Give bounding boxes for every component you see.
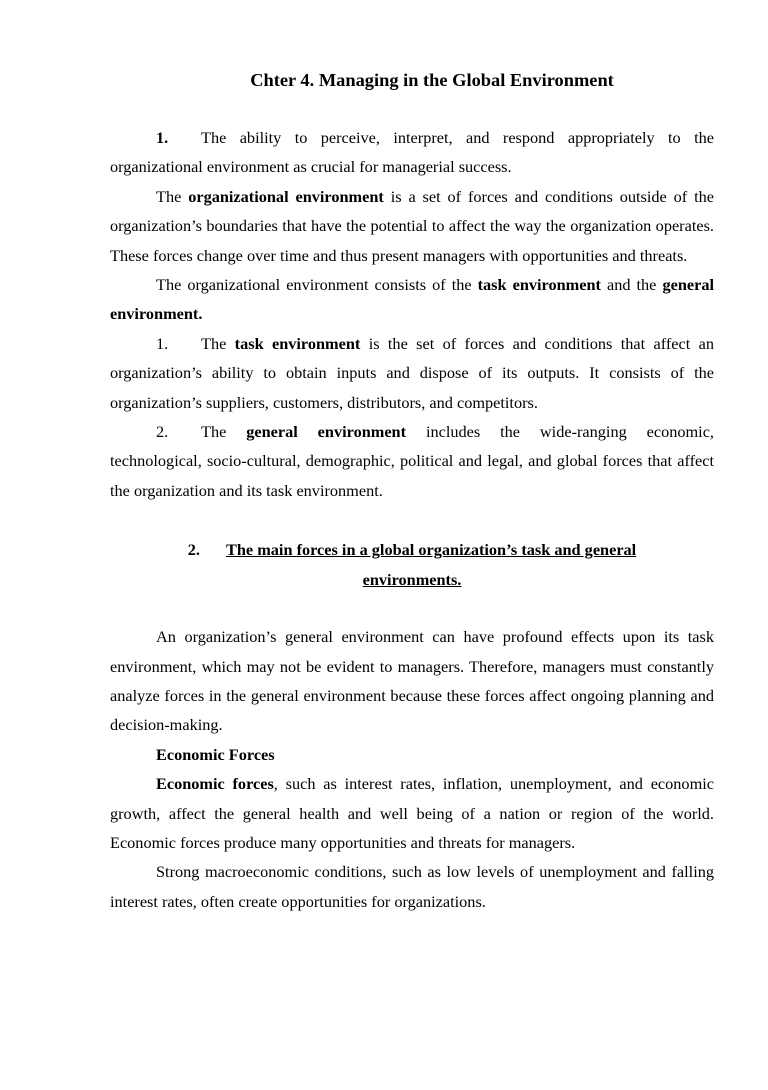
- section-1-intro-text: The ability to perceive, interpret, and respond appropriately to the organizational environment as crucial for managerial success.: [110, 128, 714, 177]
- page-title: Chter 4. Managing in the Global Environment: [250, 70, 614, 90]
- subheading-text: Economic Forces: [156, 744, 275, 764]
- macroeconomic-paragraph: Strong macroeconomic conditions, such as low levels of unemployment and falling interest rates, often create opportunities for organizations.: [110, 862, 714, 911]
- term-general-environment: general environment: [246, 422, 407, 442]
- section-2-heading-line1: [110, 535, 714, 564]
- term-general-environment: general environment.: [110, 275, 714, 324]
- text-run: is a set of forces and conditions outside of the organization’s boundaries that have the potential to affect the way the organization operates. These forces change over time and thus present managers with opportunities and threats.: [110, 186, 714, 265]
- text-run: , such as interest rates, inflation, unemployment, and economic growth, affect the general health and well being of a nation or region of the world. Economic forces produce many opportunities and threats for managers.: [110, 774, 714, 852]
- text-run: The: [156, 186, 189, 206]
- section-1-intro: [110, 123, 714, 182]
- section-2-number: 2.: [187, 540, 200, 560]
- heading-text: The main forces in a global organization’s task and general: [226, 540, 637, 560]
- term-task-environment: task environment: [234, 333, 361, 353]
- text-run: and the: [600, 275, 663, 295]
- term-organizational-environment: organizational environment: [188, 186, 384, 206]
- text-run: The: [201, 333, 235, 353]
- section-2-heading: [110, 535, 714, 594]
- environment-components-paragraph: [110, 270, 714, 329]
- text-run: The organizational environment consists of the: [156, 275, 478, 295]
- heading-text: environments.: [362, 569, 462, 589]
- term-task-environment: task environment: [477, 275, 601, 295]
- org-environment-paragraph: [110, 182, 714, 270]
- list-number: 1.: [156, 333, 169, 353]
- economic-forces-paragraph: [110, 769, 714, 857]
- text-run: includes the wide-ranging economic, technological, socio-cultural, demographic, political and legal, and global forces that affect the organization and its task environment.: [110, 422, 714, 500]
- section-2-heading-line2: [110, 565, 714, 594]
- subheading-economic-forces: [110, 740, 714, 769]
- general-environment-paragraph: An organization’s general environment can have profound effects upon its task environment, which may not be evident to managers. Therefore, managers must constantly analyze forces in the general environment because these forces affect ongoing planning and decision-making.: [110, 627, 714, 735]
- text-run: is the set of forces and conditions that affect an organization’s ability to obtain inputs and dispose of its outputs. It consists of the organization’s suppliers, customers, distributors, and competitors.: [110, 333, 714, 412]
- term-economic-forces: Economic forces: [156, 774, 274, 794]
- document-page: [0, 66, 768, 1090]
- text-run: The: [201, 422, 247, 442]
- list-number: 2.: [156, 422, 169, 442]
- list-item-general-environment: [110, 417, 714, 505]
- list-item-task-environment: [110, 329, 714, 417]
- section-1-number: 1.: [156, 128, 169, 147]
